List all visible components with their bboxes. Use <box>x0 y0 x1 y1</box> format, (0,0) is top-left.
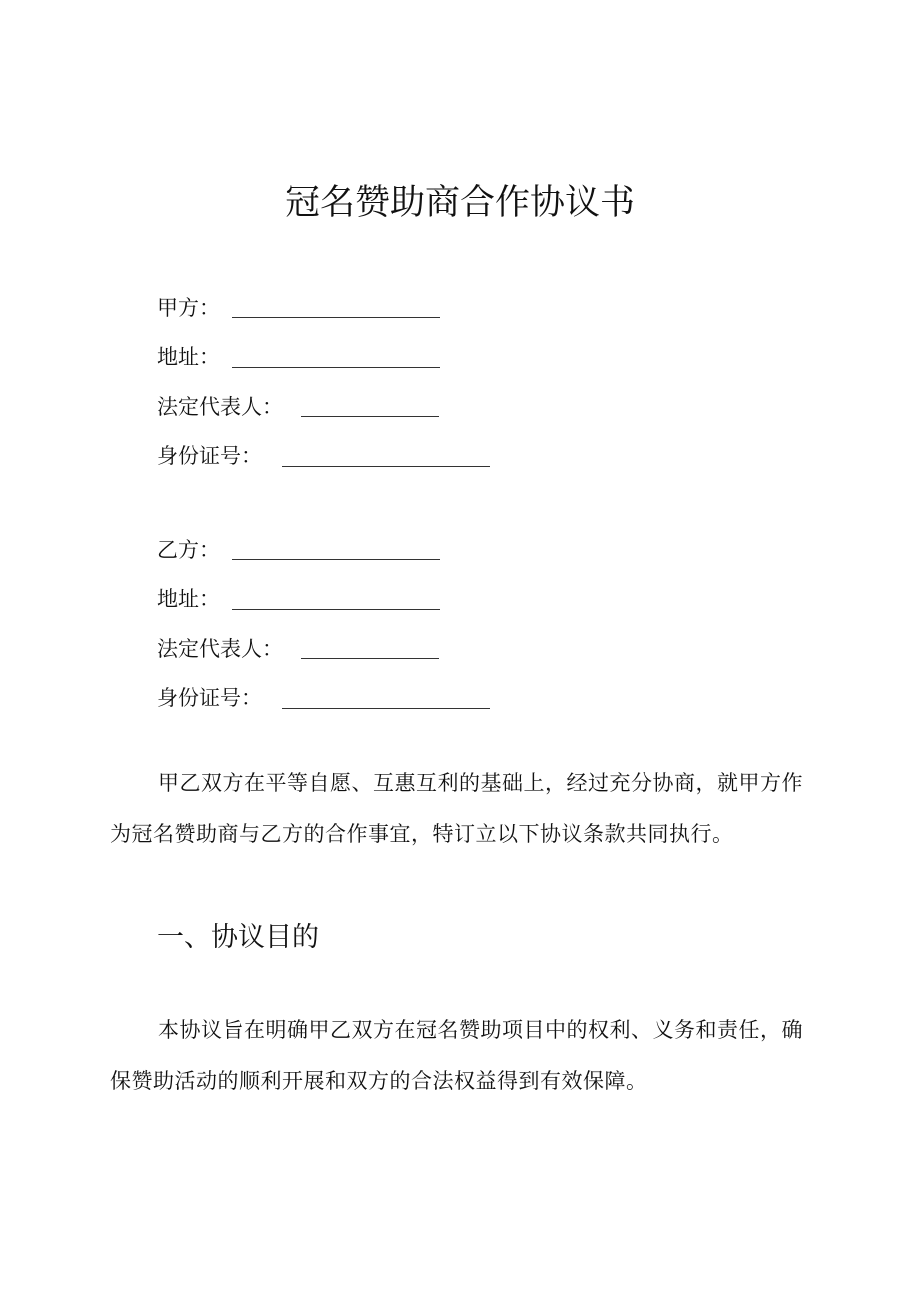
party-a-info <box>157 282 657 480</box>
blank-line[interactable] <box>301 636 439 659</box>
field-label: 地址： <box>157 345 220 370</box>
field-label: 地址： <box>157 587 220 612</box>
blank-line[interactable] <box>301 394 439 417</box>
blank-line[interactable] <box>282 686 490 709</box>
party-b-name-field <box>157 524 657 574</box>
blank-line[interactable] <box>232 295 440 318</box>
blank-line[interactable] <box>232 345 440 368</box>
document-title: 冠名赞助商合作协议书 <box>284 183 635 223</box>
section-body-purpose: 本协议旨在明确甲乙双方在冠名赞助项目中的权利、义务和责任，确保赞助活动的顺利开展和双方的合法权益得到有效保障。 <box>110 1018 803 1093</box>
party-b-address-field <box>157 574 657 624</box>
blank-line[interactable] <box>282 444 490 467</box>
field-label: 法定代表人： <box>157 636 283 661</box>
party-a-address-field <box>157 332 657 382</box>
party-a-id-number-field <box>157 431 657 481</box>
section-heading-purpose: 一、协议目的 <box>157 922 319 953</box>
party-b-info <box>157 524 657 722</box>
field-label: 甲方： <box>157 295 220 320</box>
field-label: 身份证号： <box>157 444 262 469</box>
party-b-legal-rep-field <box>157 623 657 673</box>
blank-line[interactable] <box>232 587 440 610</box>
party-b-id-number-field <box>157 673 657 723</box>
field-label: 法定代表人： <box>157 394 283 419</box>
field-label: 乙方： <box>157 537 220 562</box>
blank-line[interactable] <box>232 537 440 560</box>
field-label: 身份证号： <box>157 686 262 711</box>
party-a-name-field <box>157 282 657 332</box>
party-a-legal-rep-field <box>157 381 657 431</box>
intro-paragraph: 甲乙双方在平等自愿、互惠互利的基础上，经过充分协商，就甲方作为冠名赞助商与乙方的合作事宜，特订立以下协议条款共同执行。 <box>110 771 803 846</box>
